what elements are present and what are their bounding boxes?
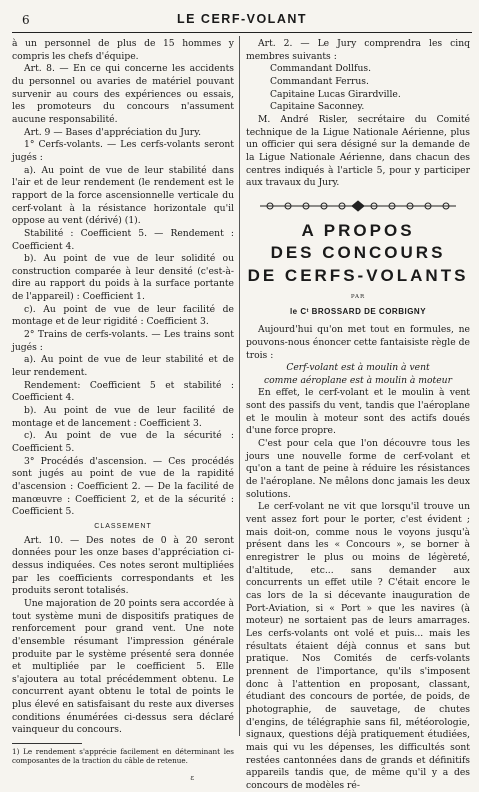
page-mark: ε bbox=[190, 773, 194, 782]
paragraph: c). Au point de vue de la sécurité : Coefficient 5. bbox=[12, 430, 234, 454]
paragraph: En effet, le cerf-volant et le moulin à vent sont des passifs du vent, tandis que l'aéroplane et le moulin à moteur sont des actifs doués d'une force propre. bbox=[246, 387, 470, 437]
article-title-line-1: A PROPOS bbox=[301, 220, 415, 240]
byline-par: PAR bbox=[350, 293, 366, 300]
paragraph: Aujourd'hui qu'on met tout en formules, ne pouvons-nous énoncer cette fantaisiste règle de trois : bbox=[246, 324, 470, 361]
paragraph: à un personnel de plus de 15 hommes y compris les chefs d'équipe. bbox=[12, 38, 234, 62]
paragraph: Stabilité : Coefficient 5. — Rendement : Coefficient 4. bbox=[12, 227, 234, 252]
formula-line-1: Cerf-volant est à moulin à vent bbox=[286, 362, 430, 374]
paragraph: M. André Risler, secrétaire du Comité technique de la Ligue Nationale Aérienne, plus un officier qui sera désigné sur la demande de la Ligue Nationale Aérienne, dans chacun des centres indiqués à l'article 5, pour y participer aux travaux du Jury. bbox=[246, 113, 470, 189]
jury-member: Capitaine Saconney. bbox=[270, 101, 365, 113]
paragraph: c). Au point de vue de leur facilité de montage et de leur rigidité : Coefficient 3. bbox=[12, 303, 234, 328]
footnote: 1) Le rendement s'apprécie facilement en déterminant les composantes de la traction du câble de retenue. bbox=[12, 747, 234, 766]
jury-members-list bbox=[246, 63, 470, 114]
paragraph: a). Au point de vue de leur stabilité et de leur rendement. bbox=[12, 354, 234, 379]
paragraph: b). Au point de vue de leur solidité ou construction comparée à leur densité (c'est-à-dire au rapport du poids à la surface portante de l'appareil) : Coefficient 1. bbox=[12, 253, 234, 303]
jury-member: Capitaine Lucas Girardville. bbox=[270, 88, 401, 100]
paragraph: a). Au point de vue de leur stabilité dans l'air et de leur rendement (le rendement est le rapport de la force ascensionnelle verticale du cerf-volant à la résistance horizontale qu'il oppose au vent (dérivé) (1). bbox=[12, 164, 234, 227]
ornamental-divider bbox=[246, 200, 470, 214]
footnote-rule bbox=[12, 743, 82, 744]
paragraph: b). Au point de vue de leur facilité de montage et de lancement : Coefficient 3. bbox=[12, 405, 234, 429]
author-name: le Cᵗ BROSSARD DE CORBIGNY bbox=[289, 306, 427, 316]
paragraph: 3° Procédés d'ascension. — Ces procédés sont jugés au point de vue de la rapidité d'ascension : Coefficient 2. — De la facilité de manœuvre : Coefficient 2, et de la sécurité : Coefficient 5. bbox=[12, 455, 234, 518]
running-title: LE CERF-VOLANT bbox=[176, 12, 308, 26]
right-column bbox=[246, 38, 470, 792]
page-number: 6 bbox=[22, 13, 30, 27]
paragraph-art-8: Art. 8. — En ce qui concerne les accidents du personnel ou avaries de matériel pouvant survenir au cours des expériences ou essais, les promoteurs du concours n'assument aucune responsabilité. bbox=[12, 63, 234, 125]
paragraph-art-10: Art. 10. — Des notes de 0 à 20 seront données pour les onze bases d'appréciation ci-dessus indiquées. Ces notes seront multipliées par les coefficients correspondants et les produits seront totalisés. bbox=[12, 534, 234, 597]
section-heading-classement: CLASSEMENT bbox=[94, 522, 152, 530]
paragraph: 1° Cerfs-volants. — Les cerfs-volants seront jugés : bbox=[12, 139, 234, 163]
paragraph: Une majoration de 20 points sera accordée à tout système muni de dispositifs pratiques de renforcement pour grand vent. Une note d'ensemble résumant l'impression générale produite par le système présenté sera donnée et multipliée par le coefficient 5. Elle s'ajoutera au total précédemment obtenu. Le concurrent ayant obtenu le total de points le plus élevé en satisfaisant du reste aux diverses conditions énumérées ci-dessus sera déclaré vainqueur du concours. bbox=[12, 597, 234, 736]
paragraph: Le cerf-volant ne vit que lorsqu'il trouve un vent assez fort pour le porter, c'est évident ; mais doit-on, comme nous le voyons jusqu'à présent dans les « Concours », se borner à enregistrer le plus ou moins de légèreté, d'altitude, etc... sans demander aux concurrents un effet utile ? C'était encore le cas lors de la si décevante inauguration de Port-Aviation, si « Port » que les navires (à moteur) ne sortaient pas de leurs amarrages. Les cerfs-volants ont volé et puis... mais les résultats étaient déjà connus et sans but pratique. Nos Comités de cerfs-volants prennent de l'importance, qu'ils s'imposent donc à l'attention en proposant, classant, étudiant des concours de portée, de poids, de photographie, de sauvetage, de chutes d'engins, de télégraphie sans fil, météorologie, signaux, questions déjà pratiquement étudiées, mais qui vu les dépenses, les difficultés sont restées cantonnées dans de grands et définitifs appareils tandis que, de même qu'il y a des concours de modèles ré- bbox=[246, 501, 470, 791]
column-divider bbox=[239, 36, 240, 736]
article-title-line-2: DES CONCOURS bbox=[270, 242, 446, 262]
formula-line-2: comme aéroplane est à moulin à moteur bbox=[264, 374, 452, 386]
paragraph: C'est pour cela que l'on découvre tous les jours une nouvelle forme de cerf-volant et qu'on a tant de peine à réduire les résistances de l'aéroplane. Ne mêlons donc jamais les deux solutions. bbox=[246, 438, 470, 500]
article-title-line-3: DE CERFS-VOLANTS bbox=[247, 265, 469, 285]
left-column bbox=[12, 38, 234, 784]
ornament-chain-icon bbox=[258, 200, 458, 212]
jury-member: Commandant Dollfus. bbox=[270, 63, 371, 75]
paragraph: 2° Trains de cerfs-volants. — Les trains sont jugés : bbox=[12, 329, 234, 353]
page-header bbox=[12, 10, 472, 33]
paragraph-art-2: Art. 2. — Le Jury comprendra les cinq membres suivants : bbox=[246, 38, 470, 62]
paragraph: Rendement: Coefficient 5 et stabilité : Coefficient 4. bbox=[12, 379, 234, 404]
jury-member: Commandant Ferrus. bbox=[270, 75, 369, 87]
paragraph-art-9: Art. 9 — Bases d'appréciation du Jury. bbox=[24, 126, 202, 138]
